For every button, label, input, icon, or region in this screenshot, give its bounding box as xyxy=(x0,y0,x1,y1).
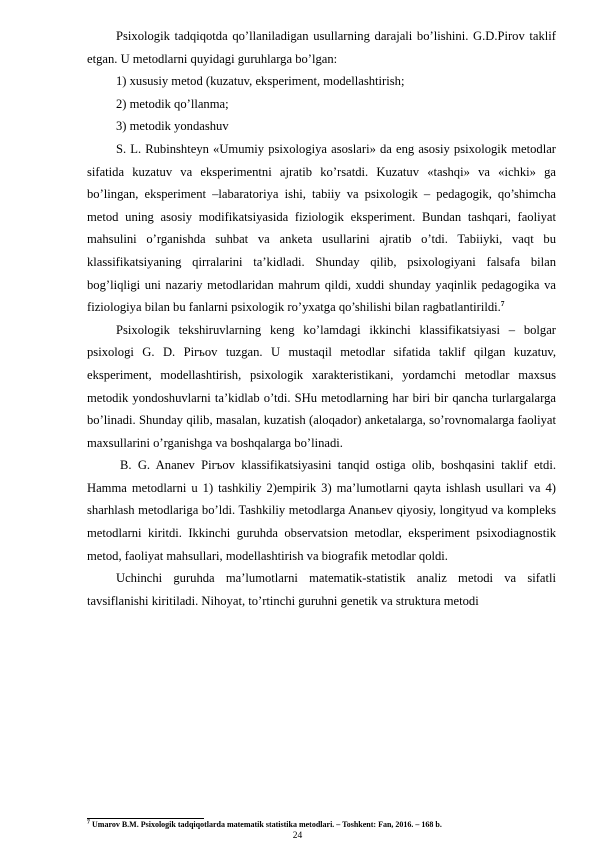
footnote xyxy=(87,820,556,830)
paragraph-pirev-classification: Psixologik tekshiruvlarning keng ko’lamdagi ikkinchi klassifikatsiyasi – bolgar psixologi G. D. Pirъov tuzgan. U mustaqil metodlar sifatida taklif qilgan kuzatuv, eksperiment, modellashtirish, psixologik xarakteristikani, yordamchi metodlar maxsus metodik yondoshuvlarni ta’kidlab o’tdi. SHu metodlarning har biri bir qancha turlargalarga bo’linadi. Shunday qilib, masalan, kuzatish (aloqador) anketalarga, so’rovnomalarga faoliyat maxsullarini o’rganishga va boshqalarga bo’linadi. xyxy=(87,322,556,450)
paragraph-pirov-levels: Psixologik tadqiqotda qo’llaniladigan usullarning darajali bo’lishini. G.D.Pirov taklif etgan. U metodlarni quyidagi guruhlarga bo’lgan: xyxy=(87,29,556,66)
list-item-methodical-approach: 3) metodik yondashuv xyxy=(116,119,229,134)
list-item-methodical-guide: 2) metodik qo’llanma; xyxy=(116,96,229,111)
body-text xyxy=(87,25,556,612)
paragraph-rubinshteyn-text: S. L. Rubinshteyn «Umumiy psixologiya asoslari» da eng asosiy psixologik metodlar sifatida kuzatuv va eksperimentni ajratib ko’rsatdi. Kuzatuv «tashqi» va «ichki» ga bo’lingan, eksperiment –labaratoriya ishi, tabiiy va psixologik – pedagogik, qo’shimcha metod uning asosiy modifikatsiyasida fiziologik eksperiment. Bundan tashqari, faoliyat mahsulini o’rganishda suhbat va anketa usullarini ajratib o’tdi. Tabiiyki, vaqt bu klassifikatsiyaning qirralarini ta’kidladi. Shunday qilib, psixologiyani falsafa bilan bog’liqligi uni nazariy metodlaridan mahrum qildi, xuddi shunday yaqinlik pedagogika va fiziologiya bilan bu fanlarni psixologik ro’yxatga qo’shilishi bilan ragbatlantirildi. xyxy=(87,141,556,315)
footnote-text: Umarov B.M. Psixologik tadqiqotlarda matematik statistika metodlari. – Toshkent: Fan, 2016. – 168 b. xyxy=(92,820,442,829)
page-number: 24 xyxy=(292,831,303,841)
footnote-reference[interactable]: 7 xyxy=(500,298,505,308)
list-item-private-method: 1) xususiy metod (kuzatuv, eksperiment, modellashtirish; xyxy=(116,74,405,89)
paragraph-ananev: B. G. Ananev Pirъov klassifikatsiyasini tanqid ostiga olib, boshqasini taklif etdi. Hamma metodlarni u 1) tashkiliy 2)empirik 3) ma’lumotlarni qayta ishlash usullari va 4) sharhlash metodlariga bo’ldi. Tashkiliy metodlarga Ananьev qiyosiy, longityud va kompleks metodlarni kiritdi. Ikkinchi guruhda observatsion metodlar, eksperiment psixodiagnostik metod, faoliyat mahsullari, modellashtirish va biografik metodlar qoldi. xyxy=(87,458,556,563)
footnote-divider xyxy=(87,818,204,819)
paragraph-third-group: Uchinchi guruhda ma’lumotlarni matematik-statistik analiz metodi va sifatli tavsiflanishi kiritiladi. Nihoyat, to’rtinchi guruhni genetik va struktura metodi xyxy=(87,571,556,608)
footnote-marker: 7 xyxy=(87,819,90,826)
paragraph-rubinshteyn xyxy=(87,138,556,319)
